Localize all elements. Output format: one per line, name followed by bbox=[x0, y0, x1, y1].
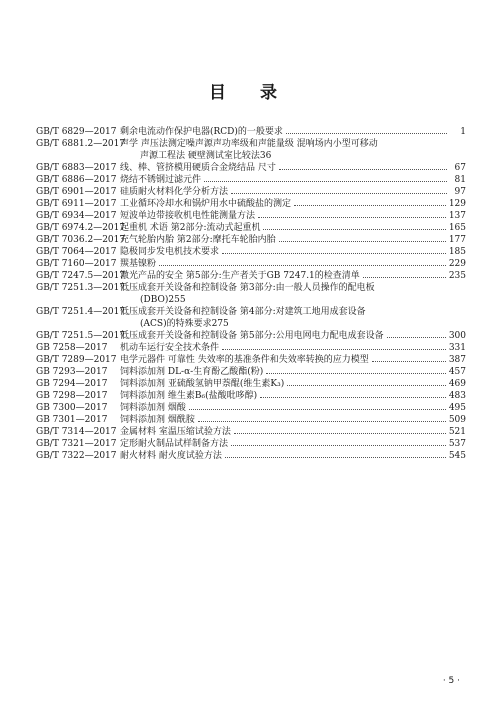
page-ref: 483 bbox=[448, 391, 466, 401]
toc-entry[interactable] bbox=[36, 378, 466, 390]
standard-code: GB/T 6829—2017 bbox=[36, 127, 117, 137]
standard-title: 电学元器件 可靠性 失效率的基准条件和失效率转换的应力模型 bbox=[120, 355, 369, 365]
leader-dots bbox=[231, 186, 447, 194]
standard-code: GB/T 6911—2017 bbox=[36, 199, 117, 209]
leader-dots bbox=[204, 174, 447, 182]
leader-dots bbox=[159, 258, 446, 266]
table-of-contents bbox=[36, 126, 466, 462]
standard-title: 低压成套开关设备和控制设备 第5部分:公用电网电力配电成套设备 bbox=[120, 331, 384, 341]
leader-dots bbox=[222, 342, 446, 350]
toc-entry[interactable] bbox=[36, 186, 466, 198]
standard-code: GB/T 7321—2017 bbox=[36, 439, 117, 449]
standard-title: 激光产品的安全 第5部分:生产者关于GB 7247.1的检查清单 bbox=[120, 271, 360, 281]
page-ref: 129 bbox=[448, 199, 466, 209]
standard-code: GB/T 6934—2017 bbox=[36, 211, 117, 221]
toc-entry[interactable] bbox=[36, 126, 466, 138]
leader-dots bbox=[263, 222, 445, 230]
standard-title: 羰基镍粉 bbox=[120, 259, 157, 269]
page-ref: 469 bbox=[448, 379, 466, 389]
leader-dots bbox=[279, 162, 447, 170]
toc-entry[interactable] bbox=[36, 282, 466, 294]
standard-title-continued: 声源工程法 硬壁测试室比较法 bbox=[140, 151, 260, 161]
page-ref: 495 bbox=[448, 403, 466, 413]
toc-entry[interactable] bbox=[36, 426, 466, 438]
standard-title: 耐火材料 耐火度试验方法 bbox=[120, 451, 222, 461]
toc-entry[interactable] bbox=[36, 390, 466, 402]
page-number: · 5 · bbox=[442, 676, 460, 686]
standard-title: 起重机 术语 第2部分:流动式起重机 bbox=[120, 223, 261, 233]
leader-dots bbox=[372, 354, 446, 362]
toc-entry[interactable] bbox=[36, 234, 466, 246]
toc-entry[interactable] bbox=[36, 438, 466, 450]
toc-entry[interactable] bbox=[36, 174, 466, 186]
page-ref: 457 bbox=[448, 367, 466, 377]
leader-dots bbox=[387, 330, 446, 338]
leader-dots bbox=[287, 378, 446, 386]
toc-entry[interactable] bbox=[36, 270, 466, 282]
toc-entry[interactable] bbox=[36, 450, 466, 462]
standard-code: GB/T 6883—2017 bbox=[36, 163, 117, 173]
standard-code: GB/T 7064—2017 bbox=[36, 247, 117, 257]
standard-title: 饲料添加剂 烟酰胺 bbox=[120, 415, 195, 425]
page-ref: 275 bbox=[211, 319, 229, 329]
toc-entry-continuation bbox=[36, 294, 466, 306]
toc-entry[interactable] bbox=[36, 222, 466, 234]
page-ref: 81 bbox=[454, 175, 466, 185]
page-ref: 36 bbox=[259, 151, 272, 161]
standard-title: 定形耐火制品试样制备方法 bbox=[120, 439, 229, 449]
standard-title: 隐极同步发电机技术要求 bbox=[120, 247, 220, 257]
standard-title: 饲料添加剂 DL-α-生育酚乙酸酯(粉) bbox=[120, 367, 264, 377]
toc-entry[interactable] bbox=[36, 330, 466, 342]
page-ref: 229 bbox=[448, 259, 466, 269]
standard-title-continued: (ACS)的特殊要求 bbox=[140, 319, 212, 329]
leader-dots bbox=[294, 198, 446, 206]
standard-title: 线、棒、管挤模用硬质合金烧结品 尺寸 bbox=[120, 163, 276, 173]
toc-entry[interactable] bbox=[36, 402, 466, 414]
standard-code: GB/T 6886—2017 bbox=[36, 175, 117, 185]
standard-code: GB/T 6974.2—2017 bbox=[36, 223, 126, 233]
leader-dots bbox=[189, 402, 446, 410]
standard-code: GB/T 7247.5—2017 bbox=[36, 271, 126, 281]
standard-title: 声学 声压法测定噪声源声功率级和声能量级 混响场内小型可移动 bbox=[120, 139, 378, 149]
standard-title-continued: (DBO) bbox=[140, 295, 169, 305]
leader-dots bbox=[231, 438, 446, 446]
toc-entry[interactable] bbox=[36, 162, 466, 174]
standard-title: 工业循环冷却水和锅炉用水中硫酸盐的测定 bbox=[120, 199, 292, 209]
page-ref: 165 bbox=[448, 223, 466, 233]
toc-entry[interactable] bbox=[36, 246, 466, 258]
standard-title: 短波单边带接收机电性能测量方法 bbox=[120, 211, 256, 221]
standard-title: 烧结不锈钢过滤元件 bbox=[120, 175, 202, 185]
leader-dots bbox=[363, 270, 446, 278]
standard-code: GB/T 7160—2017 bbox=[36, 259, 117, 269]
standard-code: GB/T 7322—2017 bbox=[36, 451, 117, 461]
standard-code: GB 7293—2017 bbox=[36, 367, 108, 377]
page-ref: 97 bbox=[454, 187, 466, 197]
toc-entry-continuation bbox=[36, 318, 466, 330]
standard-code: GB/T 7251.3—2017 bbox=[36, 283, 126, 293]
toc-entry[interactable] bbox=[36, 342, 466, 354]
leader-dots bbox=[198, 414, 446, 422]
page-ref: 545 bbox=[448, 451, 466, 461]
page-ref: 67 bbox=[454, 163, 466, 173]
toc-entry[interactable] bbox=[36, 258, 466, 270]
standard-code: GB/T 6881.2—2017 bbox=[36, 139, 126, 149]
toc-entry-continuation bbox=[36, 150, 466, 162]
leader-dots bbox=[222, 246, 446, 254]
standard-code: GB 7258—2017 bbox=[36, 343, 108, 353]
leader-dots bbox=[266, 366, 446, 374]
page-ref: 177 bbox=[448, 235, 466, 245]
page-ref: 185 bbox=[448, 247, 466, 257]
leader-dots bbox=[279, 234, 446, 242]
toc-entry[interactable] bbox=[36, 210, 466, 222]
standard-title: 饲料添加剂 维生素B₆(盐酸吡哆醇) bbox=[120, 391, 258, 401]
standard-code: GB 7300—2017 bbox=[36, 403, 108, 413]
standard-title: 低压成套开关设备和控制设备 第4部分:对建筑工地用成套设备 bbox=[120, 307, 366, 317]
page-ref: 137 bbox=[448, 211, 466, 221]
page-ref: 255 bbox=[168, 295, 186, 305]
page-ref: 387 bbox=[448, 355, 466, 365]
page-ref: 331 bbox=[448, 343, 466, 353]
page-ref: 300 bbox=[448, 331, 466, 341]
page-ref: 1 bbox=[460, 127, 466, 137]
page-ref: 235 bbox=[448, 271, 466, 281]
toc-entry[interactable] bbox=[36, 306, 466, 318]
standard-code: GB/T 7251.4—2017 bbox=[36, 307, 126, 317]
leader-dots bbox=[258, 210, 446, 218]
standard-code: GB 7294—2017 bbox=[36, 379, 108, 389]
leader-dots bbox=[286, 126, 447, 134]
page-ref: 537 bbox=[448, 439, 466, 449]
standard-code: GB/T 7314—2017 bbox=[36, 427, 117, 437]
leader-dots bbox=[260, 390, 446, 398]
toc-entry[interactable] bbox=[36, 366, 466, 378]
page-ref: 521 bbox=[448, 427, 466, 437]
standard-title: 剩余电流动作保护电器(RCD)的一般要求 bbox=[120, 127, 283, 137]
toc-entry[interactable] bbox=[36, 354, 466, 366]
standard-code: GB/T 7036.2—2017 bbox=[36, 235, 126, 245]
standard-code: GB 7298—2017 bbox=[36, 391, 108, 401]
leader-dots bbox=[225, 450, 446, 458]
toc-entry[interactable] bbox=[36, 414, 466, 426]
standard-code: GB/T 6901—2017 bbox=[36, 187, 117, 197]
standard-title: 充气轮胎内胎 第2部分:摩托车轮胎内胎 bbox=[120, 235, 276, 245]
standard-code: GB 7301—2017 bbox=[36, 415, 108, 425]
standard-code: GB/T 7289—2017 bbox=[36, 355, 117, 365]
toc-entry[interactable] bbox=[36, 138, 466, 150]
leader-dots bbox=[234, 426, 446, 434]
standard-title: 饲料添加剂 亚硫酸氢钠甲萘醌(维生素K₃) bbox=[120, 379, 285, 389]
standard-title: 金属材料 室温压缩试验方法 bbox=[120, 427, 231, 437]
standard-code: GB/T 7251.5—2017 bbox=[36, 331, 126, 341]
toc-entry[interactable] bbox=[36, 198, 466, 210]
page-ref: 509 bbox=[448, 415, 466, 425]
page-title: 目 录 bbox=[209, 83, 291, 103]
standard-title: 低压成套开关设备和控制设备 第3部分:由一般人员操作的配电板 bbox=[120, 283, 375, 293]
standard-title: 饲料添加剂 烟酸 bbox=[120, 403, 186, 413]
standard-title: 机动车运行安全技术条件 bbox=[120, 343, 220, 353]
standard-title: 硅质耐火材料化学分析方法 bbox=[120, 187, 229, 197]
